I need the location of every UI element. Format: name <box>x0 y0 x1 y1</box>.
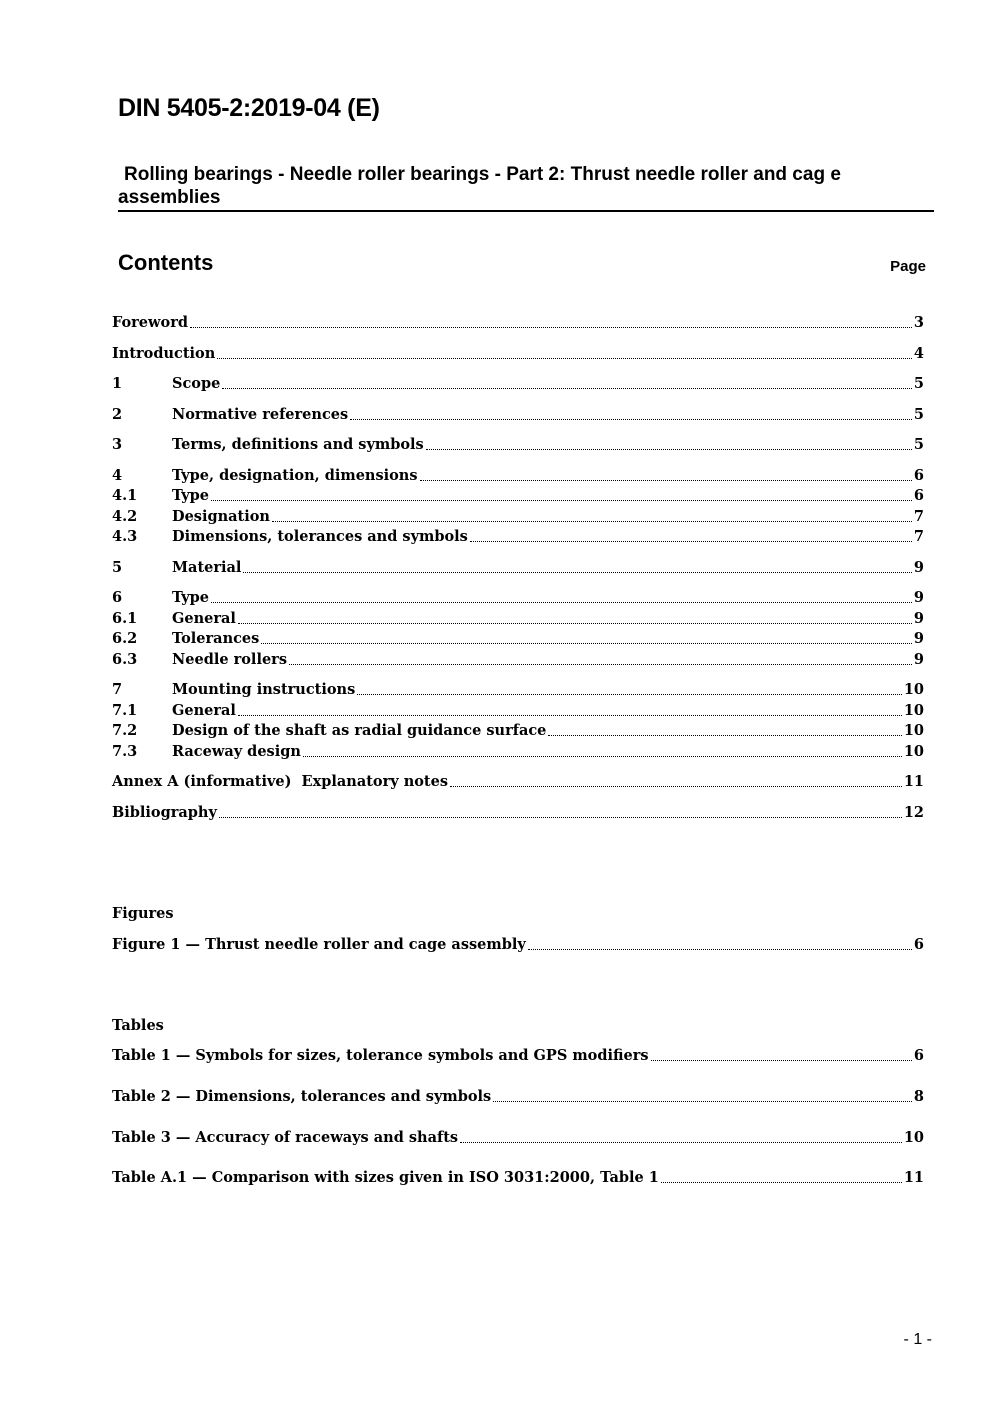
toc-entry-7-1-general[interactable] <box>112 701 924 721</box>
toc-entry-text: Normative references <box>172 406 349 423</box>
toc-entry-text: Tolerances <box>172 630 260 647</box>
toc-entry-page: 9 <box>913 651 924 668</box>
toc-entry-text: Needle rollers <box>172 651 287 668</box>
toc-entry-text: General <box>172 702 236 719</box>
toc-entry-normative-references[interactable] <box>112 405 924 425</box>
table-entry[interactable] <box>112 1046 924 1066</box>
table-entry[interactable] <box>112 1087 924 1107</box>
toc-entry-text: Type, designation, dimensions <box>172 467 418 484</box>
table-entry-page: 6 <box>913 1047 924 1064</box>
toc-entry-number: 7.3 <box>112 743 138 760</box>
figure-entry[interactable] <box>112 935 924 955</box>
dot-leader <box>217 358 912 359</box>
toc-entry-text: Design of the shaft as radial guidance surface <box>172 722 547 739</box>
document-title-line1: Rolling bearings - Needle roller bearings - Part 2: Thrust needle roller and cag e <box>124 164 841 185</box>
toc-entry-number: 3 <box>112 436 123 453</box>
toc-entry-page: 5 <box>913 436 924 453</box>
table-entry-text: Table 3 — Accuracy of raceways and shafts <box>112 1129 459 1146</box>
toc-entry-7-2-shaft-design[interactable] <box>112 721 924 741</box>
dot-leader <box>303 756 902 757</box>
page-number: - 1 - <box>903 1331 932 1348</box>
dot-leader <box>243 572 911 573</box>
toc-entry-type-designation-dimensions[interactable] <box>112 466 924 486</box>
toc-entry-text: Type <box>172 487 209 504</box>
toc-entry-number: 6 <box>112 589 123 606</box>
dot-leader <box>261 643 912 644</box>
toc-entry-number: 2 <box>112 406 123 423</box>
dot-leader <box>357 694 902 695</box>
toc-entry-page: 4 <box>913 345 924 362</box>
dot-leader <box>238 623 912 624</box>
toc-entry-foreword[interactable] <box>112 313 924 333</box>
dot-leader <box>219 817 902 818</box>
toc-entry-page: 6 <box>913 467 924 484</box>
toc-entry-number: 4 <box>112 467 123 484</box>
toc-entry-text: Annex A (informative) Explanatory notes <box>112 773 449 790</box>
toc-entry-6-type[interactable] <box>112 588 924 608</box>
toc-entry-bibliography[interactable] <box>112 803 924 823</box>
toc-entry-annex-a[interactable] <box>112 772 924 792</box>
toc-entry-number: 4.1 <box>112 487 138 504</box>
dot-leader <box>426 449 912 450</box>
toc-entry-text: Scope <box>172 375 221 392</box>
toc-entry-page: 10 <box>903 702 924 719</box>
toc-entry-text: Designation <box>172 508 270 525</box>
toc-entry-page: 10 <box>903 681 924 698</box>
table-entry-page: 11 <box>903 1169 924 1186</box>
toc-entry-text: General <box>172 610 236 627</box>
toc-entry-page: 5 <box>913 375 924 392</box>
toc-entry-text: Mounting instructions <box>172 681 356 698</box>
toc-entry-6-2-tolerances[interactable] <box>112 629 924 649</box>
toc-entry-6-3-needle-rollers[interactable] <box>112 650 924 670</box>
dot-leader <box>470 541 912 542</box>
toc-entry-scope[interactable] <box>112 374 924 394</box>
dot-leader <box>420 480 912 481</box>
toc-entry-page: 3 <box>913 314 924 331</box>
toc-entry-text: Bibliography <box>112 804 217 821</box>
toc-entry-number: 6.1 <box>112 610 138 627</box>
toc-entry-material[interactable] <box>112 558 924 578</box>
toc-entry-number: 7.2 <box>112 722 138 739</box>
toc-entry-number: 4.3 <box>112 528 138 545</box>
table-entry-text: Table A.1 — Comparison with sizes given in ISO 3031:2000, Table 1 <box>112 1169 659 1186</box>
figure-entry-page: 6 <box>913 936 924 953</box>
toc-entry-page: 10 <box>903 743 924 760</box>
toc-entry-page: 12 <box>903 804 924 821</box>
toc-entry-terms[interactable] <box>112 435 924 455</box>
table-entry-page: 8 <box>913 1088 924 1105</box>
toc-entry-page: 7 <box>913 528 924 545</box>
toc-entry-page: 5 <box>913 406 924 423</box>
document-title <box>118 163 934 212</box>
toc-entry-6-1-general[interactable] <box>112 609 924 629</box>
dot-leader <box>272 521 912 522</box>
toc-entry-number: 6.3 <box>112 651 138 668</box>
table-entry-text: Table 1 — Symbols for sizes, tolerance symbols and GPS modifiers <box>112 1047 649 1064</box>
toc-entry-number: 1 <box>112 375 123 392</box>
table-entry-text: Table 2 — Dimensions, tolerances and symbols <box>112 1088 492 1105</box>
toc-entry-page: 6 <box>913 487 924 504</box>
contents-heading: Contents <box>118 250 214 275</box>
page-column-heading: Page <box>890 258 926 275</box>
dot-leader <box>651 1060 912 1061</box>
toc-entry-page: 9 <box>913 610 924 627</box>
dot-leader <box>450 786 902 787</box>
toc-entry-text: Material <box>172 559 242 576</box>
dot-leader <box>238 715 902 716</box>
document-title-line2: assemblies <box>118 187 221 208</box>
toc-entry-page: 10 <box>903 722 924 739</box>
dot-leader <box>528 949 912 950</box>
toc-entry-4-1-type[interactable] <box>112 486 924 506</box>
toc-entry-number: 6.2 <box>112 630 138 647</box>
toc-entry-introduction[interactable] <box>112 344 924 364</box>
toc-entry-text: Raceway design <box>172 743 301 760</box>
toc-entry-page: 7 <box>913 508 924 525</box>
dot-leader <box>548 735 901 736</box>
toc-entry-number: 7.1 <box>112 702 138 719</box>
dot-leader <box>190 327 912 328</box>
figure-entry-text: Figure 1 — Thrust needle roller and cage assembly <box>112 936 526 953</box>
toc-entry-text: Type <box>172 589 209 606</box>
toc-entry-page: 9 <box>913 630 924 647</box>
dot-leader <box>211 602 912 603</box>
dot-leader <box>350 419 912 420</box>
toc-entry-text: Foreword <box>112 314 188 331</box>
toc-entry-page: 9 <box>913 589 924 606</box>
dot-leader <box>222 388 912 389</box>
toc-entry-page: 9 <box>913 559 924 576</box>
table-entry-page: 10 <box>903 1129 924 1146</box>
toc-entry-text: Introduction <box>112 345 216 362</box>
dot-leader <box>493 1101 912 1102</box>
tables-heading: Tables <box>112 1017 164 1034</box>
toc-entry-4-3-dimensions[interactable] <box>112 527 924 547</box>
document-id: DIN 5405-2:2019-04 (E) <box>118 94 380 122</box>
table-entry[interactable] <box>112 1168 924 1188</box>
toc-entry-number: 7 <box>112 681 123 698</box>
figures-heading: Figures <box>112 905 174 922</box>
dot-leader <box>661 1182 902 1183</box>
toc-entry-4-2-designation[interactable] <box>112 507 924 527</box>
dot-leader <box>289 664 912 665</box>
toc-entry-number: 5 <box>112 559 123 576</box>
toc-entry-mounting-instructions[interactable] <box>112 680 924 700</box>
toc-entry-7-3-raceway-design[interactable] <box>112 742 924 762</box>
dot-leader <box>211 500 912 501</box>
table-entry[interactable] <box>112 1128 924 1148</box>
toc-entry-text: Terms, definitions and symbols <box>172 436 424 453</box>
dot-leader <box>460 1142 902 1143</box>
toc-entry-number: 4.2 <box>112 508 138 525</box>
toc-entry-text: Dimensions, tolerances and symbols <box>172 528 468 545</box>
toc-entry-page: 11 <box>903 773 924 790</box>
